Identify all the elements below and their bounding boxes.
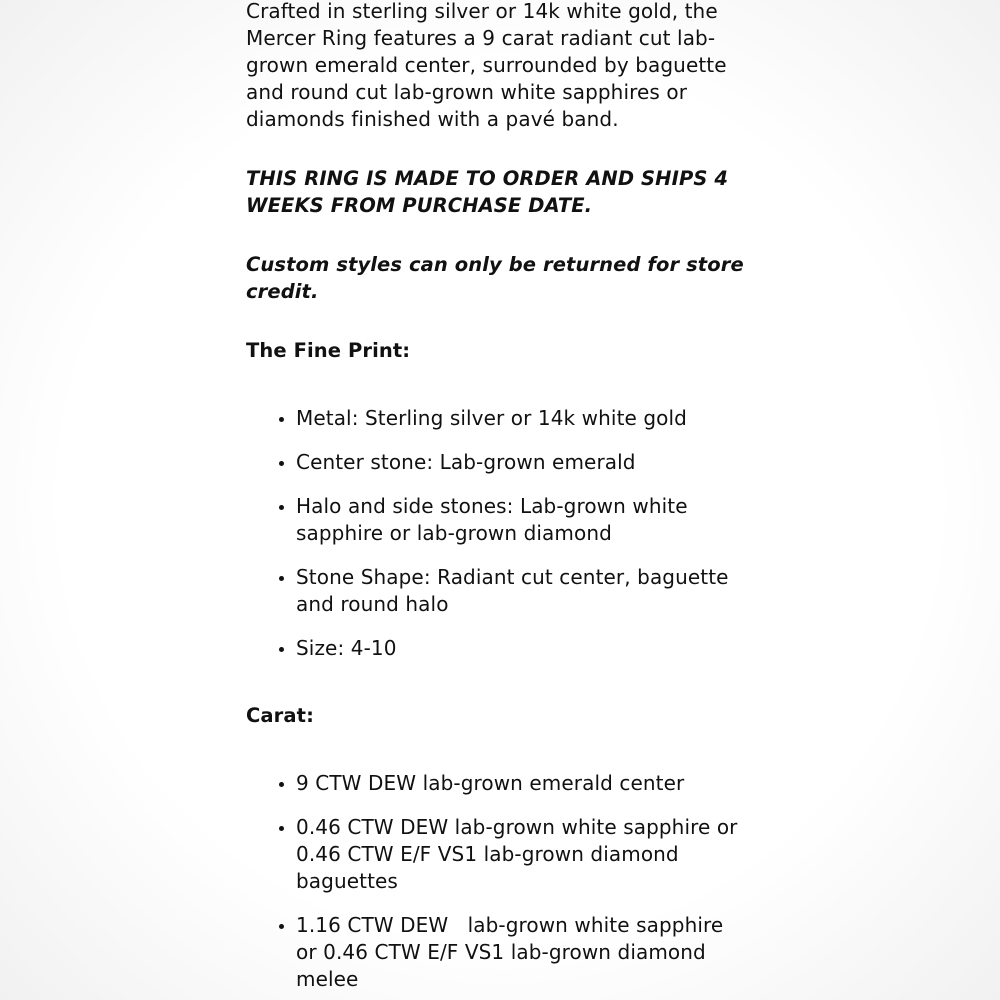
list-item: • 0.46 CTW DEW lab-grown white sapphire or 0.46 CTW E/F VS1 lab-grown diamond baguettes [296,814,746,895]
list-item: • Center stone: Lab-grown emerald [296,449,746,476]
list-item: • 9 CTW DEW lab-grown emerald center [296,770,746,797]
list-item: • 1.16 CTW DEW lab-grown white sapphire or 0.46 CTW E/F VS1 lab-grown diamond melee [296,912,746,993]
list-item: • Halo and side stones: Lab-grown white sapphire or lab-grown diamond [296,493,746,547]
carat-list [246,770,746,993]
intro-paragraph: Crafted in sterling silver or 14k white gold, the Mercer Ring features a 9 carat radiant cut lab-grown emerald center, surrounded by baguette and round cut lab-grown white sapphires or diamonds finished with a pavé band. [246,0,727,131]
list-item: • Size: 4-10 [296,635,746,662]
product-description [246,0,746,1000]
list-item: • Stone Shape: Radiant cut center, baguette and round halo [296,564,746,618]
list-item: • Metal: Sterling silver or 14k white gold [296,405,746,432]
carat-heading: Carat: [246,704,314,727]
fine-print-list [246,405,746,662]
returns-notice: Custom styles can only be returned for store credit. [246,253,744,303]
made-to-order-notice: THIS RING IS MADE TO ORDER AND SHIPS 4 WEEKS FROM PURCHASE DATE. [246,167,729,217]
fine-print-heading: The Fine Print: [246,339,411,362]
